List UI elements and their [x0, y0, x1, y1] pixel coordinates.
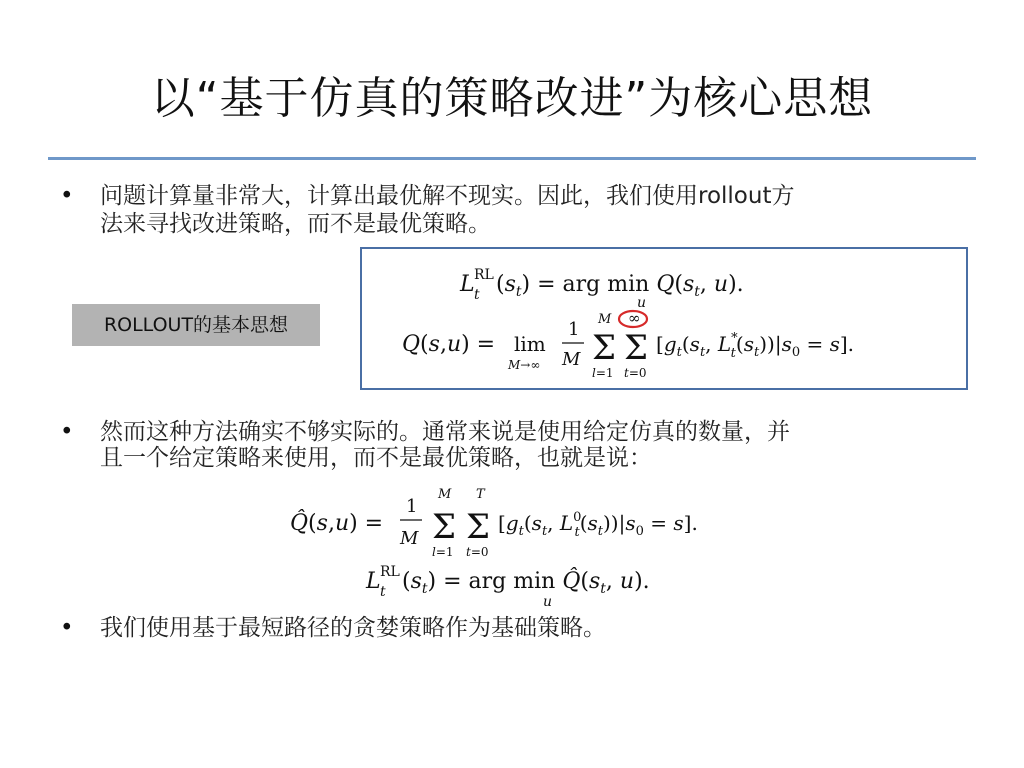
- svg-text:M: M: [438, 487, 452, 502]
- rollout-label: ROLLOUT的基本思想: [72, 304, 320, 346]
- svg-text:1: 1: [406, 496, 418, 517]
- svg-text:[gt(st, L*t(st))|s0 = s].: [$g_t(s_t$, L* $t(s_t))|s_0 = s$].: [656, 331, 855, 361]
- svg-text:1: 1: [568, 319, 580, 340]
- svg-text:(st) = arg min Q(st, u).: $(s_t)$ = arg $\min Q(s_t$, u).: [496, 272, 744, 300]
- svg-text:Σ: Σ: [466, 507, 491, 547]
- svg-text:Σ: Σ: [624, 328, 649, 368]
- svg-text:t: t: [380, 584, 386, 600]
- svg-text:[gt(st, L0t(st))|s0 = s].: [$g_t(s_t$, $L^0$ $t(s_t))|s_0 = s$].: [498, 510, 698, 540]
- svg-text:M: M: [598, 312, 612, 327]
- svg-text:RL: RL: [474, 267, 494, 283]
- bullet-1-marker: •: [60, 183, 74, 209]
- svg-text:M→∞: M→∞: [508, 358, 541, 372]
- bullet-1-line-1: 问题计算量非常大，计算出最优解不现实。因此，我们使用rollout方: [100, 183, 795, 209]
- svg-text:L: L: [366, 569, 381, 594]
- svg-text:l=1: l=1: [592, 366, 614, 380]
- svg-text:∞: ∞: [628, 309, 641, 327]
- formula-box: [360, 247, 968, 390]
- svg-text:RL: RL: [380, 564, 400, 580]
- bullet-2-line-1: 然而这种方法确实不够实际的。通常来说是使用给定仿真的数量，并: [100, 419, 790, 445]
- svg-text:u: u: [637, 295, 647, 311]
- svg-text:Σ: Σ: [592, 328, 617, 368]
- svg-text:t=0: t=0: [624, 366, 647, 380]
- svg-text:Q(s,u) =: Q(s,u) =: [402, 332, 496, 357]
- svg-text:lim: lim: [514, 332, 546, 356]
- bullet-3-marker: •: [60, 615, 74, 641]
- svg-text:t: t: [474, 287, 480, 303]
- svg-text:(st) = arg min Q̂(st, u).: $(s_t)$ = arg $\min Q̂(s_t$, u).: [402, 569, 650, 597]
- bullet-3-line-1: 我们使用基于最短路径的贪婪策略作为基础策略。: [100, 615, 606, 641]
- rollout-formulas: [362, 249, 966, 388]
- svg-text:M: M: [400, 528, 419, 549]
- slide-title: 以“基于仿真的策略改进”为核心思想: [150, 73, 874, 124]
- svg-text:T: T: [476, 487, 485, 502]
- approximation-formulas: [280, 478, 760, 613]
- bullet-2-marker: •: [60, 419, 74, 445]
- svg-text:u: u: [543, 594, 553, 610]
- title-divider: [48, 157, 976, 160]
- bullet-1-line-2: 法来寻找改进策略，而不是最优策略。: [100, 211, 491, 237]
- bullet-2-line-2: 且一个给定策略来使用，而不是最优策略，也就是说：: [100, 445, 652, 471]
- svg-text:Σ: Σ: [432, 507, 457, 547]
- svg-text:L: L: [460, 272, 475, 297]
- svg-text:l=1: l=1: [432, 545, 454, 559]
- svg-text:M: M: [562, 349, 581, 370]
- svg-text:Q̂(s,u) =: Q̂(s,u) =: [290, 511, 384, 536]
- svg-text:t=0: t=0: [466, 545, 489, 559]
